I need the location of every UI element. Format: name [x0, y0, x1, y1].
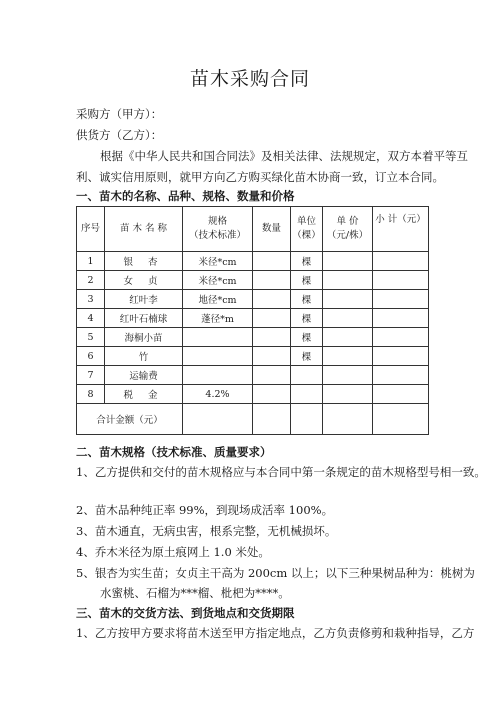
cell-price [323, 309, 373, 328]
cell-price [323, 328, 373, 347]
section-2-item-4: 4、乔木米径为原土痕网上 1.0 米处。 [76, 545, 270, 559]
cell-subtotal [373, 309, 429, 328]
header-unit-line1: 单位 [296, 216, 316, 227]
cell-name: 海桐小苗 [105, 328, 183, 347]
cell-price [323, 347, 373, 366]
total-amount-label: 合计金额（元） [77, 404, 183, 435]
cell-no: 6 [77, 347, 105, 366]
cell-name: 红叶李 [105, 290, 183, 309]
total-cell [291, 404, 323, 435]
cell-no: 5 [77, 328, 105, 347]
cell-unit [291, 385, 323, 404]
cell-spec [183, 347, 253, 366]
table-row [77, 290, 429, 309]
cell-name: 红叶石楠球 [105, 309, 183, 328]
cell-subtotal [373, 290, 429, 309]
header-price-line2: （元/株） [326, 230, 369, 241]
header-name: 苗 木 名 称 [105, 207, 183, 252]
cell-unit: 棵 [291, 252, 323, 271]
section-2-item-5-line-1: 5、银杏为实生苗；女贞主干高为 200cm 以上；以下三种果树品种为：桃树为 [76, 566, 475, 580]
total-cell [183, 404, 253, 435]
contract-title: 苗木采购合同 [189, 68, 310, 90]
header-price [323, 207, 373, 252]
section-3-heading: 三、苗木的交货方法、到货地点和交货期限 [76, 606, 295, 620]
cell-name: 运输费 [105, 366, 183, 385]
cell-unit: 棵 [291, 271, 323, 290]
table-row [77, 366, 429, 385]
cell-spec [183, 328, 253, 347]
table-row [77, 385, 429, 404]
cell-name: 女 贞 [105, 271, 183, 290]
total-cell [323, 404, 373, 435]
header-qty: 数量 [253, 207, 291, 252]
cell-qty [253, 290, 291, 309]
table-header-row [77, 207, 429, 252]
cell-subtotal [373, 347, 429, 366]
cell-unit: 棵 [291, 347, 323, 366]
cell-name: 税 金 [105, 385, 183, 404]
cell-price [323, 385, 373, 404]
table-row [77, 271, 429, 290]
cell-price [323, 271, 373, 290]
table-row [77, 347, 429, 366]
cell-name: 银 杏 [105, 252, 183, 271]
total-cell [253, 404, 291, 435]
table-total-row [77, 404, 429, 435]
cell-no: 3 [77, 290, 105, 309]
cell-no: 2 [77, 271, 105, 290]
cell-unit: 棵 [291, 328, 323, 347]
header-subtotal: 小 计（元） [373, 207, 429, 252]
cell-subtotal [373, 366, 429, 385]
cell-unit: 棵 [291, 309, 323, 328]
section-2-item-3: 3、苗木通直，无病虫害，根系完整，无机械损坏。 [76, 524, 337, 538]
cell-no: 4 [77, 309, 105, 328]
cell-subtotal [373, 385, 429, 404]
cell-qty [253, 347, 291, 366]
cell-spec: 蓬径*m [183, 309, 253, 328]
header-no: 序号 [77, 207, 105, 252]
intro-line-2: 利、诚实信用原则，就甲方向乙方购买绿化苗木协商一致，订立本合同。 [76, 170, 444, 184]
cell-price [323, 290, 373, 309]
party-a-label: 采购方（甲方）： [76, 107, 163, 121]
cell-spec: 地径*cm [183, 290, 253, 309]
section-3-item-1: 1、乙方按甲方要求将苗木送至甲方指定地点，乙方负责修剪和栽种指导，乙方 [76, 626, 475, 640]
cell-no: 8 [77, 385, 105, 404]
intro-line-1: 根据《中华人民共和国合同法》及相关法律、法规规定，双方本着平等互 [100, 149, 468, 163]
cell-unit [291, 366, 323, 385]
cell-no: 7 [77, 366, 105, 385]
cell-subtotal [373, 328, 429, 347]
table-row [77, 252, 429, 271]
section-2-item-1: 1、乙方提供和交付的苗木规格应与本合同中第一条规定的苗木规格型号相一致。 [76, 465, 486, 479]
total-amount-value [373, 404, 429, 435]
cell-subtotal [373, 252, 429, 271]
section-1-heading: 一、苗木的名称、品种、规格、数量和价格 [76, 189, 295, 203]
section-2-heading: 二、苗木规格（技术标准、质量要求） [76, 445, 272, 459]
section-2-item-5-line-2: 水蜜桃、石榴为***榴、枇杷为****。 [100, 586, 290, 600]
cell-subtotal [373, 271, 429, 290]
cell-qty [253, 366, 291, 385]
header-price-line1: 单 价 [336, 216, 359, 227]
cell-unit: 棵 [291, 290, 323, 309]
cell-qty [253, 328, 291, 347]
party-b-label: 供货方（乙方）： [76, 128, 163, 142]
cell-price [323, 366, 373, 385]
cell-spec [183, 366, 253, 385]
cell-qty [253, 271, 291, 290]
cell-no: 1 [77, 252, 105, 271]
header-spec-line1: 规格 [207, 216, 227, 227]
cell-qty [253, 252, 291, 271]
seedling-price-table [76, 206, 429, 435]
cell-qty [253, 385, 291, 404]
cell-spec: 米径*cm [183, 271, 253, 290]
cell-price [323, 252, 373, 271]
header-unit-line2: （棵） [292, 230, 321, 241]
cell-spec: 4.2% [183, 385, 253, 404]
cell-spec: 米径*cm [183, 252, 253, 271]
cell-name: 竹 [105, 347, 183, 366]
cell-qty [253, 309, 291, 328]
table-row [77, 309, 429, 328]
section-2-item-2: 2、苗木品种纯正率 99%，到现场成活率 100%。 [76, 503, 334, 517]
header-spec-line2: （技术标准） [188, 230, 246, 241]
table-row [77, 328, 429, 347]
header-unit [291, 207, 323, 252]
header-spec [183, 207, 253, 252]
